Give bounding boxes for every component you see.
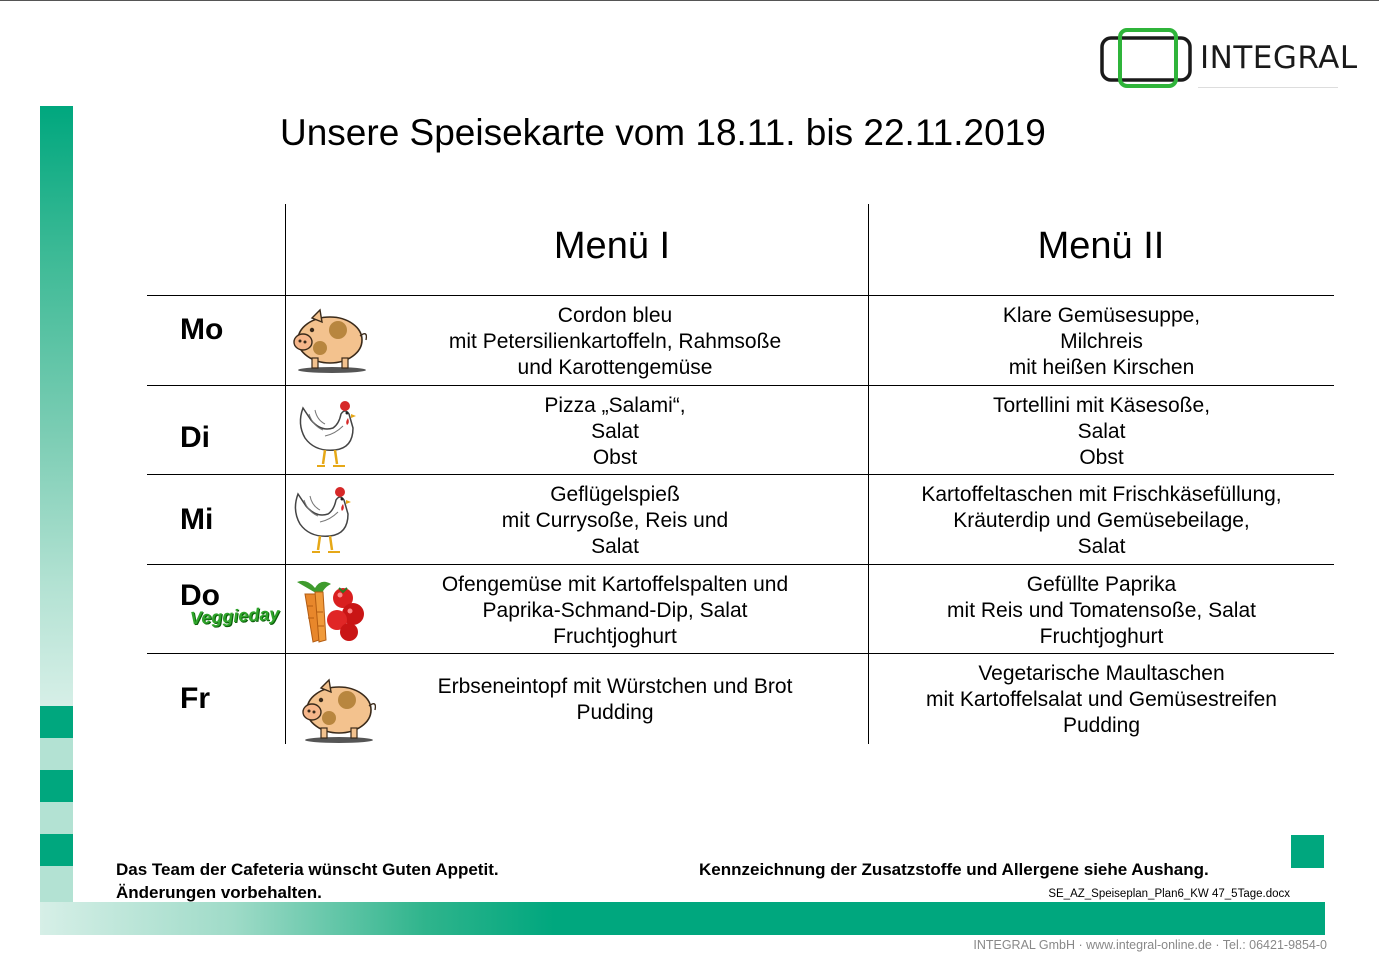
- pig-icon: [290, 302, 372, 374]
- left-accent-block: [40, 834, 73, 866]
- veggieday-badge: Veggieday: [189, 603, 280, 629]
- bottom-accent-bar: [40, 902, 1325, 935]
- menu1-cell-do: Ofengemüse mit Kartoffelspalten und Paprika-Schmand-Dip, Salat Fruchtjoghurt: [441, 573, 789, 648]
- menu2-cell-di: Tortellini mit Käsesoße, Salat Obst: [992, 394, 1211, 469]
- left-accent-block: [40, 770, 73, 802]
- right-accent-block: [1291, 835, 1324, 868]
- menu2-cell-fr: Vegetarische Maultaschen mit Kartoffelsalat und Gemüsestreifen Pudding: [926, 662, 1277, 737]
- column-header-menu2: Menü II: [1037, 225, 1165, 267]
- menu1-cell-fr: Erbseneintopf mit Würstchen und Brot Pudding: [437, 675, 793, 724]
- table-divider: [147, 295, 1334, 296]
- logo-text: INTEGRAL: [1200, 40, 1358, 76]
- column-header-menu1: Menü I: [553, 225, 671, 267]
- company-info: INTEGRAL GmbH · www.integral-online.de · Tel.: 06421-9854-0: [973, 938, 1327, 952]
- top-border: [0, 0, 1379, 1]
- menu2-cell-do: Gefüllte Paprika mit Reis und Tomatensoße, Salat Fruchtjoghurt: [947, 573, 1256, 648]
- left-accent-block: [40, 802, 73, 834]
- footer-allergen-note: Kennzeichnung der Zusatzstoffe und Allergene siehe Aushang.: [699, 860, 1209, 879]
- chicken-icon: [290, 484, 354, 556]
- table-divider: [147, 564, 1334, 565]
- menu2-cell-mo: Klare Gemüsesuppe, Milchreis mit heißen Kirschen: [1002, 304, 1201, 379]
- chicken-icon: [295, 398, 359, 470]
- left-accent-block: [40, 706, 73, 738]
- table-divider: [147, 474, 1334, 475]
- page-title: Unsere Speisekarte vom 18.11. bis 22.11.2019: [280, 112, 1046, 153]
- left-accent-block: [40, 866, 73, 902]
- logo-mark-icon: [1098, 26, 1198, 92]
- logo-underline: [1198, 87, 1338, 88]
- day-label-mo: Mo: [180, 313, 224, 346]
- document-filename: SE_AZ_Speiseplan_Plan6_KW 47_5Tage.docx: [1048, 888, 1290, 900]
- menu2-cell-mi: Kartoffeltaschen mit Frischkäsefüllung, Kräuterdip und Gemüsebeilage, Salat: [921, 483, 1282, 558]
- day-label-fr: Fr: [180, 682, 210, 715]
- menu1-cell-di: Pizza „Salami“, Salat Obst: [544, 394, 686, 469]
- menu1-cell-mi: Geflügelspieß mit Currysoße, Reis und Salat: [501, 483, 729, 558]
- menu1-cell-mo: Cordon bleu mit Petersilienkartoffeln, Rahmsoße und Karottengemüse: [448, 304, 782, 379]
- integral-logo: [1098, 26, 1358, 92]
- day-label-di: Di: [180, 421, 210, 454]
- footer-changes-note: Änderungen vorbehalten.: [116, 883, 322, 902]
- day-label-mi: Mi: [180, 503, 214, 536]
- day-label-do: Do: [180, 579, 220, 612]
- vegetables-icon: [293, 576, 367, 646]
- left-accent-block: [40, 738, 73, 770]
- table-divider: [147, 385, 1334, 386]
- footer-greeting: Das Team der Cafeteria wünscht Guten Appetit.: [116, 860, 499, 879]
- table-divider: [147, 653, 1334, 654]
- left-accent-bar: [40, 106, 73, 706]
